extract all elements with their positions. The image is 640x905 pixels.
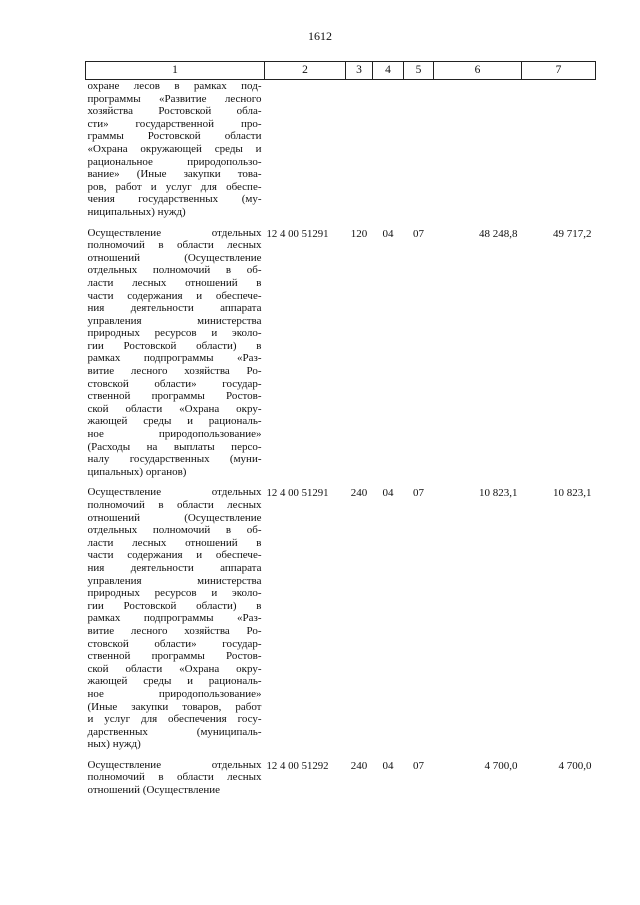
description-line: витие лесного хозяйства Ро-	[87, 624, 262, 637]
description-line: налу государственных (муни-	[87, 453, 262, 466]
description-line: ное природопользование»	[87, 428, 262, 441]
column-header: 4	[373, 62, 404, 80]
column-header: 1	[86, 62, 265, 80]
description-line: части содержания и обеспече-	[87, 289, 262, 302]
expense-type-cell: 120	[350, 227, 368, 240]
description-line: рациональное природопользо-	[87, 155, 262, 168]
description-line: Осуществление отдельных	[87, 226, 262, 239]
description-line: стовской области» государ-	[87, 637, 262, 650]
amount-year1-cell	[434, 80, 522, 219]
description-line: ниципальных) нужд)	[87, 205, 186, 218]
description-line: природных ресурсов и эколо-	[87, 587, 262, 600]
description-line: ственной программы Ростов-	[87, 390, 262, 403]
budget-code-cell	[265, 80, 346, 219]
description-line: ласти лесных отношений в	[87, 536, 262, 549]
description-line: отдельных полномочий в об-	[87, 524, 262, 537]
row-description	[86, 227, 265, 479]
subsection-cell: 07	[413, 759, 424, 772]
description-line: рамках подпрограммы «Раз-	[87, 612, 262, 625]
description-line: отдельных полномочий в об-	[87, 264, 262, 277]
section-cell: 04	[382, 227, 394, 240]
table-row	[86, 80, 596, 219]
budget-code-cell: 12 4 00 51291	[266, 487, 329, 500]
amount-year1-cell: 10 823,1	[479, 487, 518, 500]
description-line: жающей среды и рациональ-	[87, 675, 262, 688]
description-line: хозяйства Ростовской обла-	[87, 105, 262, 118]
description-line: гии Ростовской области) в	[87, 599, 262, 612]
description-line: ных) нужд)	[87, 738, 141, 751]
row-spacer	[86, 751, 596, 759]
description-line: жающей среды и рациональ-	[87, 415, 262, 428]
description-line: ласти лесных отношений в	[87, 276, 262, 289]
subsection-cell: 07	[413, 487, 424, 500]
description-line: управления министерства	[87, 574, 262, 587]
description-line: дарственных (муниципаль-	[87, 725, 262, 738]
description-line: ципальных) органов)	[87, 465, 187, 478]
table-row	[86, 759, 596, 797]
description-line: «Охрана окружающей среды и	[87, 142, 262, 155]
row-spacer-cell	[86, 478, 596, 486]
row-spacer	[86, 219, 596, 227]
description-line: ров, работ и услуг для обеспе-	[87, 180, 262, 193]
table-row	[86, 227, 596, 479]
row-description	[86, 80, 265, 219]
expense-type-cell	[346, 80, 373, 219]
amount-year2-cell: 4 700,0	[558, 759, 592, 772]
description-line: стовской области» государ-	[87, 377, 262, 390]
description-line: витие лесного хозяйства Ро-	[87, 365, 262, 378]
description-line: программы «Развитие лесного	[87, 92, 262, 105]
row-description	[86, 486, 265, 750]
description-line: отношений (Осуществление	[87, 251, 262, 264]
expense-type-cell: 240	[350, 487, 368, 500]
table-body	[86, 80, 596, 797]
section-cell	[373, 80, 404, 219]
description-line: управления министерства	[87, 314, 262, 327]
subsection-cell	[404, 80, 434, 219]
column-header: 2	[265, 62, 346, 80]
amount-year2-cell: 49 717,2	[553, 227, 592, 240]
table-row	[86, 486, 596, 750]
description-line: гии Ростовской области) в	[87, 339, 262, 352]
amount-year1-cell: 4 700,0	[484, 759, 518, 772]
description-line: (Иные закупки товаров, работ	[87, 700, 262, 713]
description-line: Осуществление отдельных	[87, 758, 262, 771]
section-cell: 04	[382, 487, 394, 500]
row-description	[86, 759, 265, 797]
description-line: полномочий в области лесных	[87, 239, 262, 252]
description-line: граммы Ростовской области	[87, 130, 262, 143]
amount-year2-cell	[522, 80, 596, 219]
description-line: (Расходы на выплаты персо-	[87, 440, 262, 453]
description-line: охране лесов в рамках под-	[87, 80, 262, 92]
column-header: 3	[346, 62, 373, 80]
description-line: ния деятельности аппарата	[87, 561, 262, 574]
column-header: 7	[522, 62, 596, 80]
description-line: ния деятельности аппарата	[87, 302, 262, 315]
expense-type-cell: 240	[350, 759, 368, 772]
description-line: полномочий в области лесных	[87, 771, 262, 784]
description-line: ской области «Охрана окру-	[87, 662, 262, 675]
column-header: 5	[404, 62, 434, 80]
description-line: вание» (Иные закупки това-	[87, 168, 262, 181]
budget-code-cell: 12 4 00 51291	[266, 227, 329, 240]
amount-year1-cell: 48 248,8	[479, 227, 518, 240]
description-line: полномочий в области лесных	[87, 499, 262, 511]
amount-year2-cell: 10 823,1	[553, 487, 592, 500]
section-cell: 04	[382, 759, 394, 772]
description-line: сти» государственной про-	[87, 117, 262, 130]
row-spacer-cell	[86, 219, 596, 227]
row-spacer-cell	[86, 751, 596, 759]
column-header: 6	[434, 62, 522, 80]
page-number: 1612	[308, 29, 332, 43]
description-line: природных ресурсов и эколо-	[87, 327, 262, 340]
subsection-cell: 07	[413, 227, 424, 240]
description-line: чения государственных (му-	[87, 193, 262, 206]
description-line: отношений (Осуществление	[87, 784, 221, 797]
description-line: отношений (Осуществление	[87, 511, 262, 524]
description-line: рамках подпрограммы «Раз-	[87, 352, 262, 365]
description-line: ской области «Охрана окру-	[87, 402, 262, 415]
description-line: ное природопользование»	[87, 687, 262, 700]
budget-table	[85, 61, 596, 797]
description-line: и услуг для обеспечения госу-	[87, 713, 262, 726]
table-header-row	[86, 62, 596, 80]
description-line: ственной программы Ростов-	[87, 650, 262, 663]
budget-code-cell: 12 4 00 51292	[266, 759, 329, 772]
description-line: части содержания и обеспече-	[87, 549, 262, 562]
row-spacer	[86, 478, 596, 486]
description-line: Осуществление отдельных	[87, 486, 262, 499]
